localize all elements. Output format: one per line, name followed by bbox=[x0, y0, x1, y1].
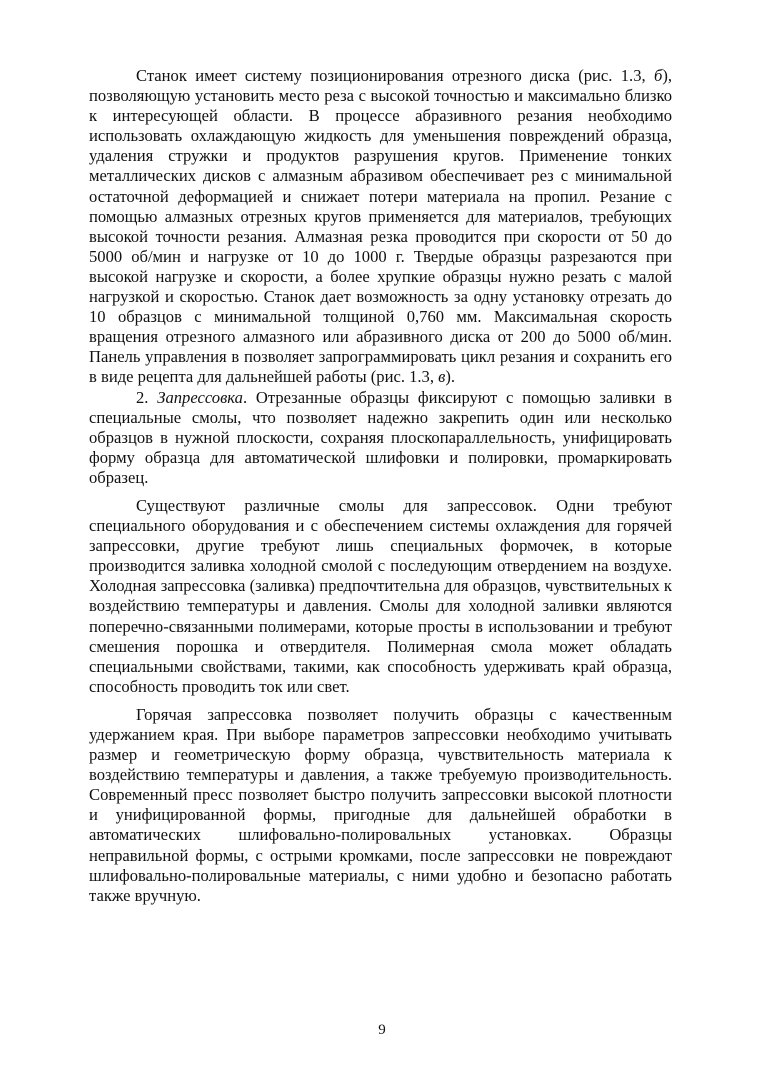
paragraph-mounting bbox=[89, 388, 672, 488]
figure-ref-b: б bbox=[653, 66, 663, 85]
paragraph-hot-mounting: Горячая запрессовка позволяет получить образцы с качественным удержанием края. При выборе параметров запрессовки необходимо учитывать размер и геометрическую форму образца, чувствительность материала к воздействию температуры и давления, а также требуемую производительность. Современный пресс позволяет быстро получить запрессовки высокой плотности и унифицированной формы, пригодные для дальнейшей обработки в автоматических шлифовально-полировальных установках. Образцы неправильной формы, с острыми кромками, после запрессовки не повреждают шлифовально-полировальные материалы, с ними удобно и безопасно работать также вручную. bbox=[89, 704, 672, 905]
paragraph-2-text: . Отрезанные образцы фиксируют с помощью заливки в специальные смолы, что позволяет надежно закрепить один или несколько образцов в нужной плоскости, сохраняя плоскопараллельность, унифицировать форму образца для автоматической шлифовки и полировки, промаркировать образец. bbox=[89, 387, 673, 487]
paragraph-resins: Существуют различные смолы для запрессовок. Одни требуют специального оборудования и с обеспечением системы охлаждения для горячей запрессовки, другие требуют лишь специальных формочек, в которые производится заливка холодной смолой с последующим отвердением на воздухе. Холодная запрессовка (заливка) предпочтительна для образцов, чувствительных к воздействию температуры и давления. Смолы для холодной заливки являются поперечно-связанными полимерами, которые просты в использовании и требуют смешения порошка и отвердителя. Полимерная смола может обладать специальными свойствами, такими, как способность удерживать край образца, способность проводить ток или свет. bbox=[89, 495, 672, 696]
paragraph-1-text-c: ). bbox=[445, 367, 456, 387]
paragraph-1-text-a: Станок имеет систему позиционирования отрезного диска (рис. 1.3, bbox=[136, 66, 654, 85]
section-term-mounting: Запрессовка bbox=[157, 387, 243, 407]
page-number: 9 bbox=[378, 1022, 386, 1038]
figure-ref-v: в bbox=[438, 367, 446, 387]
document-body bbox=[89, 66, 672, 906]
paragraph-cutting-machine bbox=[89, 66, 672, 388]
paragraph-1-text-b: ), позволяющую установить место реза с высокой точностью и максимально близко к интересующей области. В процессе абразивного резания необходимо использовать охлаждающую жидкость для уменьшения повреждений образца, удаления стружки и продуктов разрушения кругов. Применение тонких металлических дисков с алмазным абразивом обеспечивает рез с минимальной остаточной деформацией и снижает потери материала на пропил. Резание с помощью алмазных отрезных кругов применяется для материалов, требующих высокой точности резания. Алмазная резка проводится при скорости от 50 до 5000 об/мин и нагрузке от 10 до 1000 г. Твердые образцы разрезаются при высокой нагрузке и скорости, а более хрупкие образцы нужно резать с малой нагрузкой и скоростью. Станок дает возможность за одну установку отрезать до 10 образцов с минимальной толщиной 0,760 мм. Максимальная скорость вращения отрезного алмазного или абразивного диска от 200 до 5000 об/мин. Панель управления в позволяет запрограммировать цикл резания и сохранить его в виде рецепта для дальнейшей работы (рис. 1.3, bbox=[89, 66, 672, 387]
section-number: 2. bbox=[136, 387, 158, 407]
